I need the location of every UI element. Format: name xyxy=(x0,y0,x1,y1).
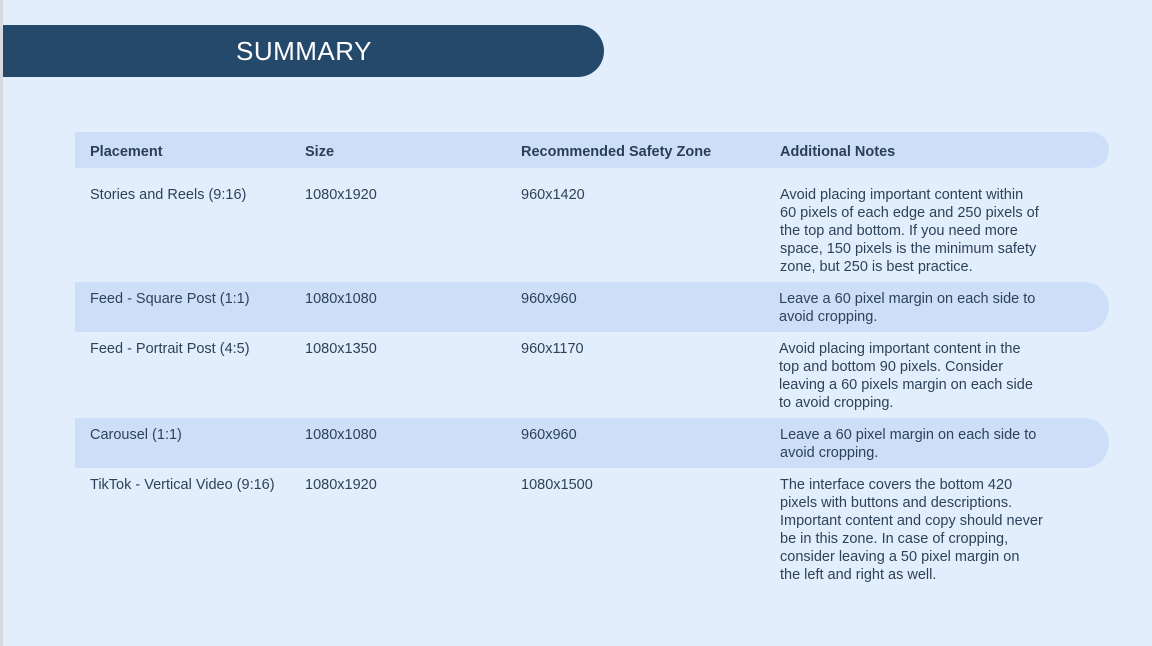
cell-notes: Leave a 60 pixel margin on each side to avoid cropping. xyxy=(780,427,1037,461)
summary-table xyxy=(75,132,1109,592)
cell-size: 1080x1350 xyxy=(305,341,377,357)
page-title: SUMMARY xyxy=(236,36,372,66)
table-row xyxy=(75,332,1109,418)
table-row xyxy=(75,418,1109,468)
table-row xyxy=(75,168,1109,282)
cell-safety-zone: 960x1170 xyxy=(521,341,584,357)
cell-safety-zone: 960x960 xyxy=(521,427,577,443)
cell-size: 1080x1080 xyxy=(305,291,377,307)
header-safety-zone: Recommended Safety Zone xyxy=(521,144,712,160)
cell-safety-zone: 960x1420 xyxy=(521,187,585,203)
table-header-row xyxy=(75,132,1109,168)
cell-placement: Carousel (1:1) xyxy=(90,427,182,443)
cell-placement: Feed - Portrait Post (4:5) xyxy=(90,341,250,357)
header-placement: Placement xyxy=(90,144,163,160)
cell-size: 1080x1080 xyxy=(305,427,377,443)
cell-notes: The interface covers the bottom 420 pixels with buttons and descriptions. Important content and copy should never be in this zone. In case of cropping, consider leaving a 50 pixel margin on the left and right as well. xyxy=(780,477,1043,583)
cell-notes: Leave a 60 pixel margin on each side to avoid cropping. xyxy=(779,291,1036,325)
cell-placement: Feed - Square Post (1:1) xyxy=(90,291,250,307)
cell-size: 1080x1920 xyxy=(305,477,377,493)
header-size: Size xyxy=(305,144,335,160)
cell-size: 1080x1920 xyxy=(305,187,377,203)
table-row xyxy=(75,468,1109,592)
cell-placement: Stories and Reels (9:16) xyxy=(90,187,247,203)
table-row xyxy=(75,282,1109,332)
cell-notes: Avoid placing important content within 60 pixels of each edge and 250 pixels of the top and bottom. If you need more space, 150 pixels is the minimum safety zone, but 250 is best practice. xyxy=(780,187,1039,275)
cell-placement: TikTok - Vertical Video (9:16) xyxy=(90,477,275,493)
cell-safety-zone: 1080x1500 xyxy=(521,477,593,493)
header-notes: Additional Notes xyxy=(780,144,896,160)
left-edge-divider xyxy=(0,0,3,646)
cell-notes: Avoid placing important content in the top and bottom 90 pixels. Consider leaving a 60 pixels margin on each side to avoid cropping. xyxy=(779,341,1033,411)
cell-safety-zone: 960x960 xyxy=(521,291,577,307)
title-banner xyxy=(3,25,604,77)
